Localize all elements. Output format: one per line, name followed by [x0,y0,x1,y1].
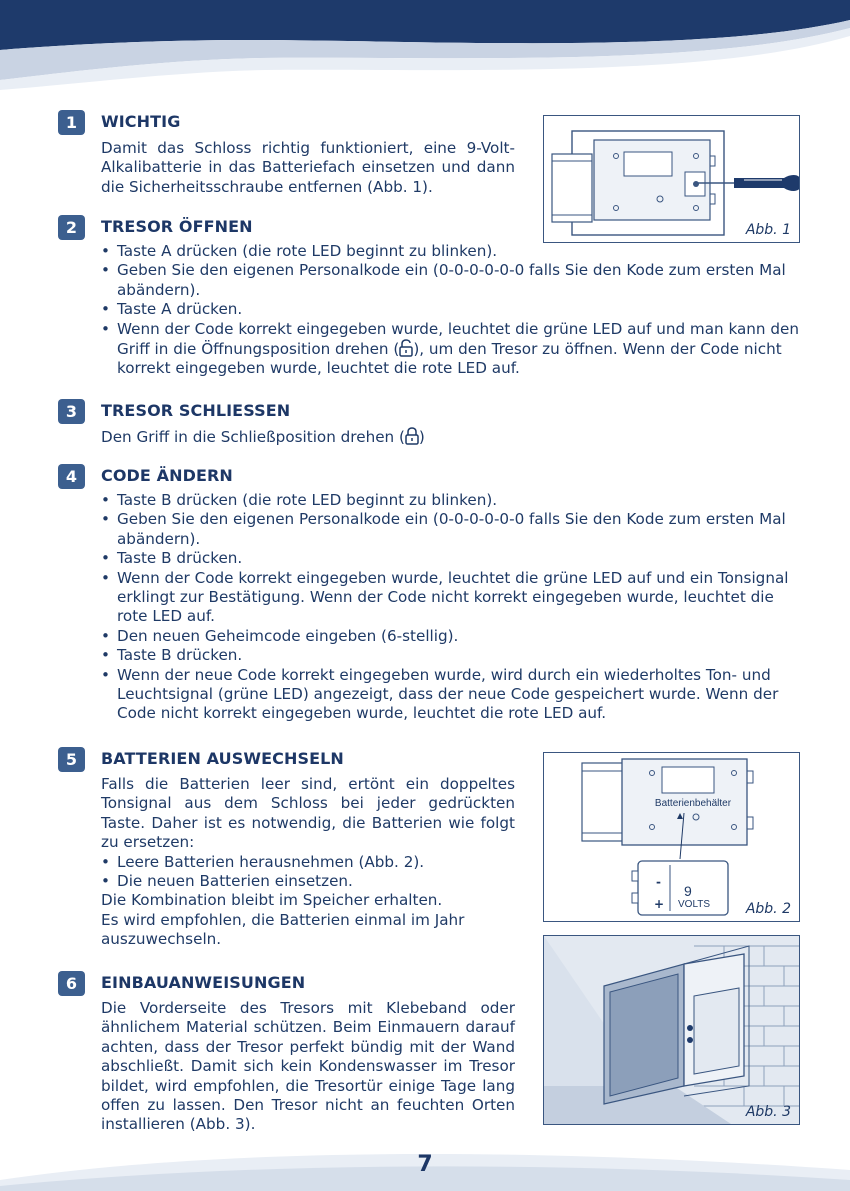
list-item: • Wenn der neue Code korrekt eingegeben wurde, wird durch ein wiederholtes Ton- und Leuchtsignal (grüne LED) angezeigt, dass der neue Code gespeichert wurde. Wenn der Code nicht korrekt eingegeben wurde, leuchtet die rote LED auf. [101,666,801,724]
figure-2 [543,752,800,922]
section-paragraph: Damit das Schloss richtig funktioniert, eine 9-Volt-Alkalibatterie in das Batteriefach einsetzen und dann die Sicherheitsschraube entfernen (Abb. 1). [101,139,515,196]
section-title: WICHTIG [101,112,181,131]
section-paragraph [101,427,751,447]
battery-voltage-value: 9 [684,883,692,899]
section-title: TRESOR SCHLIESSEN [101,401,291,420]
list-item: • Taste B drücken. [101,549,801,568]
section-number: 4 [58,464,85,489]
section-number: 1 [58,110,85,135]
section-bullet-list [101,853,515,892]
list-item: • Wenn der Code korrekt eingegeben wurde, leuchtet die grüne LED auf und ein Tonsignal erklingt zur Bestätigung. Wenn der Code nicht korrekt eingegeben wurde, leuchtet die rote LED auf. [101,569,801,627]
figure-2-label: Abb. 2 [745,901,791,917]
list-item [101,320,801,379]
wall-installation-illustration [544,936,800,1125]
section-title: TRESOR ÖFFNEN [101,217,253,236]
battery-minus-label: - [656,875,661,889]
section-body [101,775,515,950]
section-outro-line: Die Kombination bleibt im Speicher erhalten. [101,891,443,910]
section-bullet-list [101,491,801,724]
battery-compartment-illustration [544,753,800,922]
paragraph-text-end: ) [418,428,425,446]
section-number: 6 [58,971,85,996]
paragraph-text-start: Den Griff in die Schließposition drehen ( [101,428,405,446]
open-lock-icon [399,339,413,357]
list-item-text-start: Wenn der Code korrekt eingegeben wurde, leuchtet die grüne LED auf und man kann den Griff in die Öffnungsposition drehen ( [117,319,799,359]
section-paragraph: Die Vorderseite des Tresors mit Klebeband oder ähnlichem Material schützen. Beim Einmauern darauf achten, dass der Tresor perfekt bündig mit der Wand abschließt. Damit sich kein Kondenswasser im Tresor bildet, wird empfohlen, die Tresortür einige Tage lang offen zu lassen. Den Tresor nicht an feuchten Orten installieren (Abb. 3). [101,999,515,1134]
list-item: • Den neuen Geheimcode eingeben (6-stellig). [101,627,801,646]
list-item: • Taste B drücken (die rote LED beginnt zu blinken). [101,491,801,510]
list-item-text-end: ), um den Tresor zu öffnen. Wenn der Code nicht korrekt eingegeben wurde, leuchtet die rote LED auf. [117,340,782,378]
figure-3 [543,935,800,1125]
section-title: CODE ÄNDERN [101,466,233,485]
section-number: 2 [58,215,85,240]
figure-1 [543,115,800,243]
figure-3-label: Abb. 3 [745,1104,791,1120]
battery-plus-label: + [654,897,665,911]
list-item: • Geben Sie den eigenen Personalkode ein (0-0-0-0-0-0 falls Sie den Kode zum ersten Mal abändern). [101,510,801,549]
battery-compartment-label: Batterienbehälter [654,798,732,809]
list-item: • Taste A drücken. [101,300,801,319]
header-wave-decoration [0,0,850,90]
section-outro-line: Es wird empfohlen, die Batterien einmal im Jahr auszuwechseln. [101,910,465,949]
page-number: 7 [417,1152,433,1177]
list-item: • Die neuen Batterien einsetzen. [101,872,515,891]
closed-lock-icon [405,427,419,445]
section-title: BATTERIEN AUSWECHSELN [101,749,344,768]
section-number: 5 [58,747,85,772]
list-item: • Leere Batterien herausnehmen (Abb. 2). [101,853,515,872]
list-item: • Geben Sie den eigenen Personalkode ein (0-0-0-0-0-0 falls Sie den Kode zum ersten Mal abändern). [101,261,801,300]
section-intro: Falls die Batterien leer sind, ertönt ein doppeltes Tonsignal aus dem Schloss bei jeder gedrückten Taste. Daher ist es notwendig, die Batterien wie folgt zu ersetzen: [101,775,515,852]
list-item: • Taste B drücken. [101,646,801,665]
figure-1-label: Abb. 1 [745,222,791,238]
battery-voltage-unit: VOLTS [678,899,711,910]
list-item: • Taste A drücken (die rote LED beginnt zu blinken). [101,242,801,261]
section-number: 3 [58,399,85,424]
section-title: EINBAUANWEISUNGEN [101,973,306,992]
section-bullet-list [101,242,801,379]
